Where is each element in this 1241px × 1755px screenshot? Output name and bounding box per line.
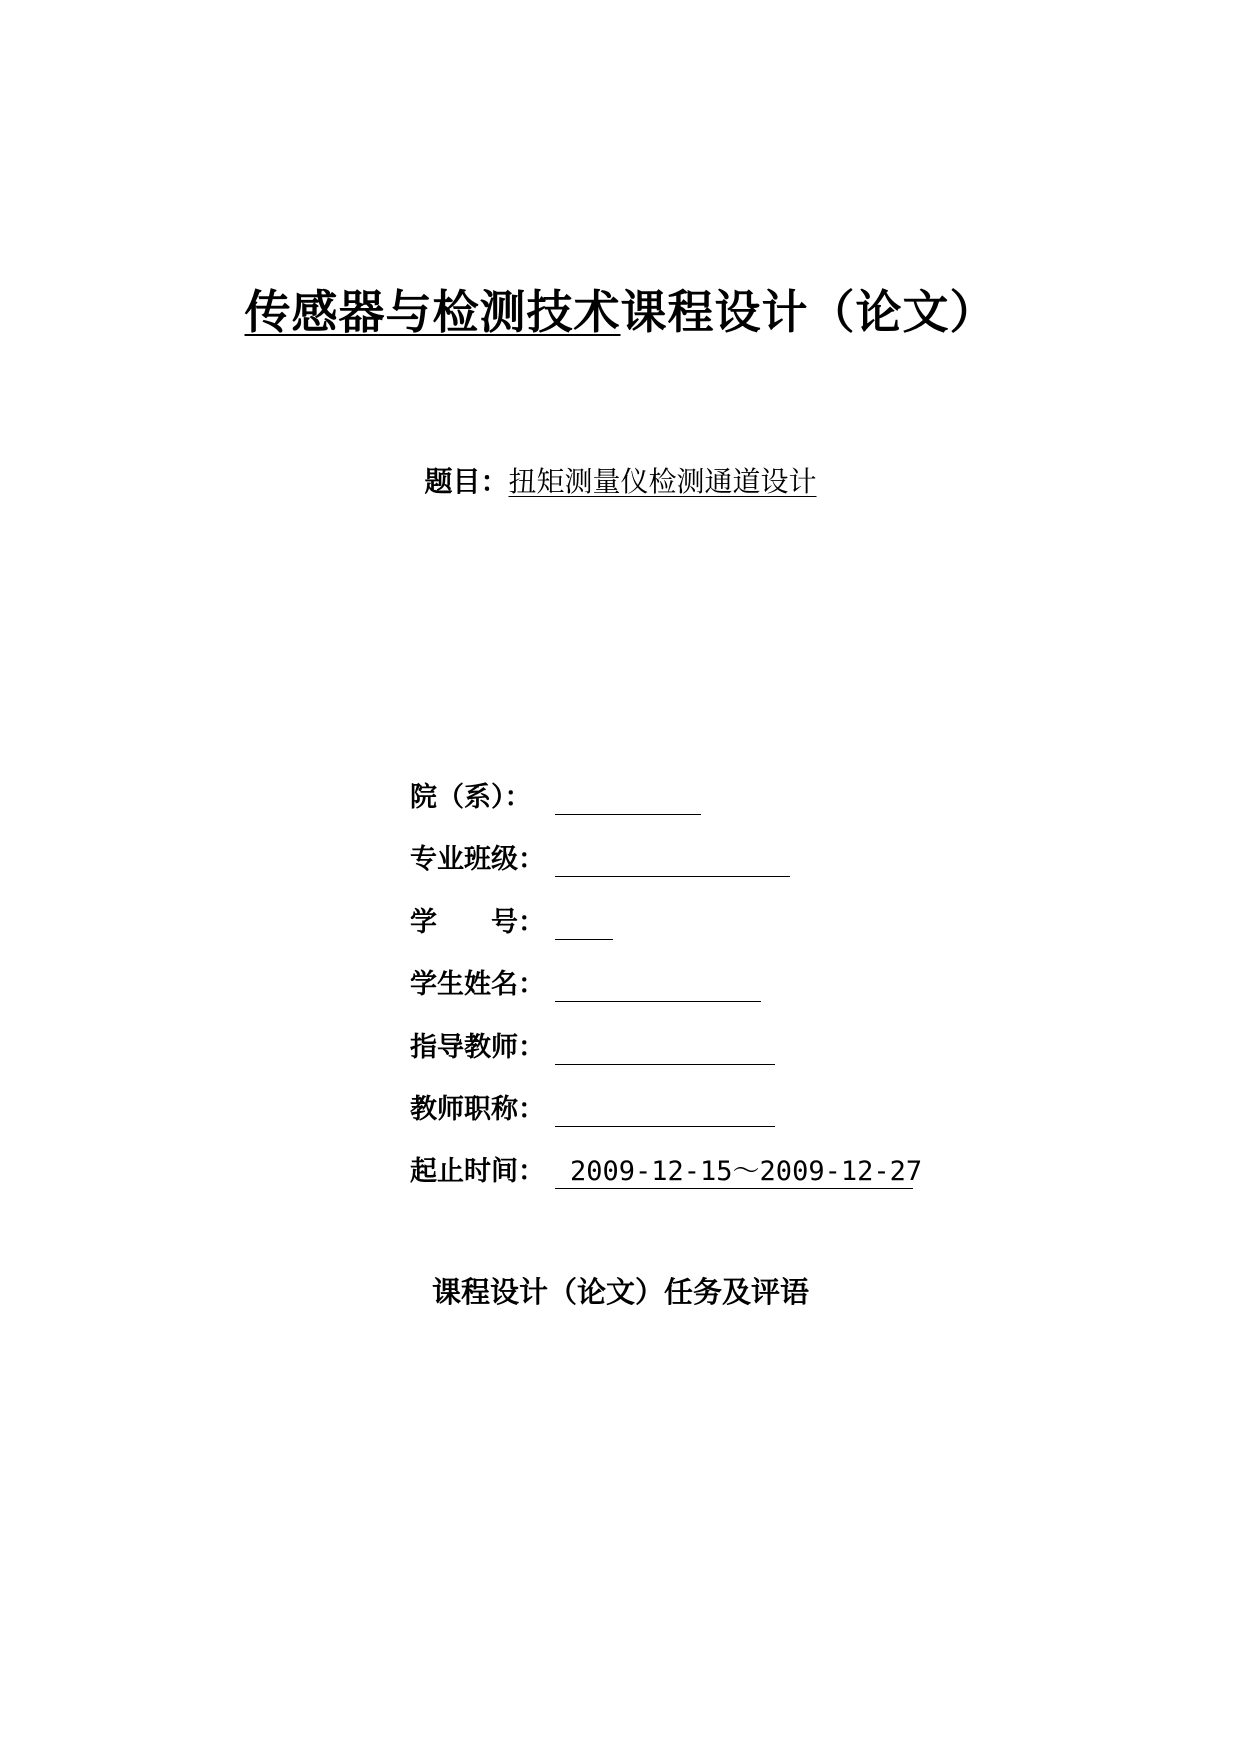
field-label: 院（系）： xyxy=(410,782,532,813)
field-underline xyxy=(555,1001,761,1002)
field-underline xyxy=(555,1126,775,1127)
title-suffix: 课程设计（论文） xyxy=(620,285,997,339)
field-label: 专业班级： xyxy=(410,844,545,875)
field-underline xyxy=(555,1064,775,1065)
field-underline xyxy=(555,814,701,815)
field-label: 学生姓名： xyxy=(410,969,545,1000)
field-underline xyxy=(555,876,790,877)
field-value: 2009-12-15～2009-12-27 xyxy=(570,1156,923,1187)
topic-value: 扭矩测量仪检测通道设计 xyxy=(508,465,817,498)
field-underline xyxy=(555,939,613,940)
document-title xyxy=(0,282,1241,342)
title-course-name: 传感器与检测技术 xyxy=(244,285,621,339)
topic-label: 题目： xyxy=(424,465,509,498)
field-label: 指导教师： xyxy=(410,1032,545,1063)
task-and-comments-heading: 课程设计（论文）任务及评语 xyxy=(431,1275,809,1309)
field-label: 学 号： xyxy=(410,907,545,938)
topic-line xyxy=(0,462,1241,502)
field-label: 起止时间： xyxy=(410,1156,545,1187)
field-label: 教师职称： xyxy=(410,1094,545,1125)
